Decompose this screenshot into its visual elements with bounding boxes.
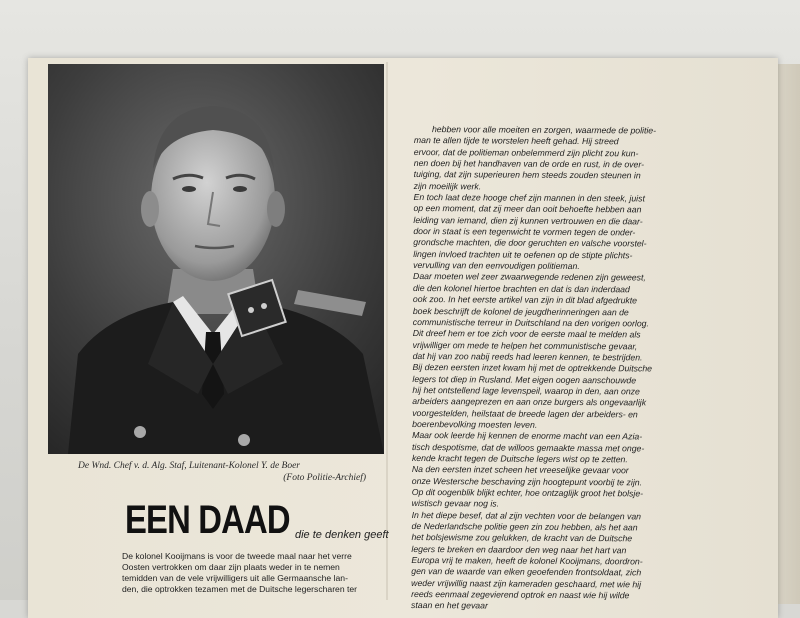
- column-line: Europa vrij te maken, heeft de kolonel Kooijmans, doordron-: [411, 555, 643, 567]
- column-line: Na den eersten inzet scheen het vreeselijke gevaar voor: [411, 464, 629, 476]
- column-line: legers te breken en daardoor den weg naar het hart van: [411, 543, 627, 556]
- column-line: vrijwilliger om mede te helpen het communistische gevaar,: [412, 339, 638, 351]
- column-line: het bolsjewisme zou gelukken, de kracht van de Duitsche: [411, 532, 633, 544]
- article-intro: [122, 551, 384, 595]
- portrait-photo: [48, 64, 384, 454]
- column-line: tuiging, dat zijn superieuren hem steeds zouden steunen in: [413, 169, 641, 181]
- column-line: vervulling van den eenvoudigen politieman.: [413, 260, 580, 272]
- intro-line: De kolonel Kooijmans is voor de tweede maal naar het verre: [122, 551, 352, 561]
- column-line: ervoor, dat de politieman onbelemmerd zijn plicht zou kun-: [413, 146, 639, 159]
- column-line: leiding van iemand, dien zij kunnen vertrouwen en die daar-: [413, 214, 643, 227]
- column-line: Daar moeten wel zeer zwaarwegende redenen zijn geweest,: [413, 271, 646, 283]
- column-line: op een moment, dat zij meer dan ooit behoefte hebben aan: [413, 203, 642, 215]
- column-line: lingen invloed trachten uit te oefenen op de stipte plichts-: [413, 248, 633, 261]
- intro-line: den, die optrokken tezamen met de Duitsche legerscharen ter: [122, 584, 358, 594]
- next-page-edge: [776, 64, 800, 604]
- column-line: die den kolonel hiertoe brachten en dat is dan inderdaad: [412, 282, 630, 295]
- column-line: boek beschrijft de kolonel de jeugdherinneringen aan de: [412, 305, 629, 317]
- column-line: Maar ook leerde hij kennen de enorme macht van een Azia-: [412, 430, 643, 442]
- column-line: Dit dreef hem er toe zich voor de eerste maal te melden als: [412, 328, 641, 340]
- column-line: Op dit oogenblik blijkt echter, hoe ontzaglijk groot het bolsje-: [411, 486, 644, 499]
- column-line: zijn moeilijk werk.: [413, 180, 482, 192]
- column-line: reeds eenmaal zegevierend optrok en naast wie hij wilde: [411, 589, 630, 601]
- intro-line: temidden van de vele vrijwilligers uit alle Germaansche lan-: [122, 573, 348, 583]
- column-line: grondsche machten, die door geruchten en valsche voorstel-: [413, 237, 647, 249]
- column-line: staan en het gevaar: [411, 600, 488, 611]
- column-line: ook zoo. In het eerste artikel van zijn in dit blad afgedrukte: [412, 294, 638, 306]
- article-column: [411, 124, 764, 614]
- column-line: arbeiders aangeprezen en aan onze burgers als ongevaarlijk: [412, 396, 647, 408]
- column-line: de Nederlandsche politie geen zin zou hebben, als het aan: [411, 521, 638, 533]
- column-line: man te allen tijde te worstelen heeft gehad. Hij streed: [413, 135, 619, 147]
- column-line: weder vrijwillig naast zijn kameraden geschaard, met wie hij: [411, 577, 642, 590]
- headline-sub: die te denken geeft: [295, 529, 389, 541]
- column-line: In het diepe besef, dat al zijn vechten voor de belangen van: [411, 509, 642, 522]
- column-line: hebben voor alle moeiten en zorgen, waarmede de politie-: [431, 124, 657, 136]
- column-line: kende kracht tegen de Duitsche legers wist op te zetten.: [411, 452, 628, 465]
- article-headline: [125, 498, 389, 543]
- column-line: dat hij van zoo nabij reeds had leeren kennen, te bestrijden.: [412, 350, 643, 363]
- intro-line: Oosten vertrokken om daar zijn plaats weder in te nemen: [122, 562, 340, 572]
- column-line: legers tot diep in Rusland. Met eigen oogen aanschouwde: [412, 373, 637, 385]
- column-line: gen van de waarde van elken geoefenden frontsoldaat, zich: [411, 566, 642, 578]
- column-line: hij het ontstellend lage levenspeil, waarop in den, aan onze: [412, 384, 640, 397]
- column-line: En toch laat deze hooge chef zijn mannen in den steek, juist: [413, 192, 645, 204]
- column-line: Bij dezen eersten inzet kwam hij met de optrekkende Duitsche: [412, 362, 653, 374]
- column-line: tisch despotisme, dat de willoos gemaakte massa met onge-: [411, 441, 645, 454]
- column-line: door in staat is een tegenwicht te vormen tegen de onder-: [413, 226, 636, 238]
- headline-main: EEN DAAD: [125, 498, 290, 542]
- column-gutter: [386, 62, 388, 600]
- caption-credit: (Foto Politie-Archief): [283, 473, 366, 483]
- column-line: communistische terreur in Duitschland na den vorigen oorlog.: [412, 316, 649, 329]
- column-line: wistisch gevaar nog is.: [411, 498, 500, 509]
- photo-caption: [48, 460, 384, 484]
- column-line: onze Westersche beschaving zijn hoogtepunt voorbij te zijn.: [411, 475, 643, 488]
- column-line: nen doen bij het handhaven van de orde en rust, in de over-: [413, 158, 645, 170]
- column-line: voorgestelden, heilstaat de breede lagen der arbeiders- en: [412, 407, 638, 419]
- column-line: boerenbevolking moesten leven.: [412, 418, 538, 430]
- officer-portrait-image: [48, 64, 384, 454]
- caption-line-1: De Wnd. Chef v. d. Alg. Staf, Luitenant-Kolonel Y. de Boer: [78, 461, 301, 471]
